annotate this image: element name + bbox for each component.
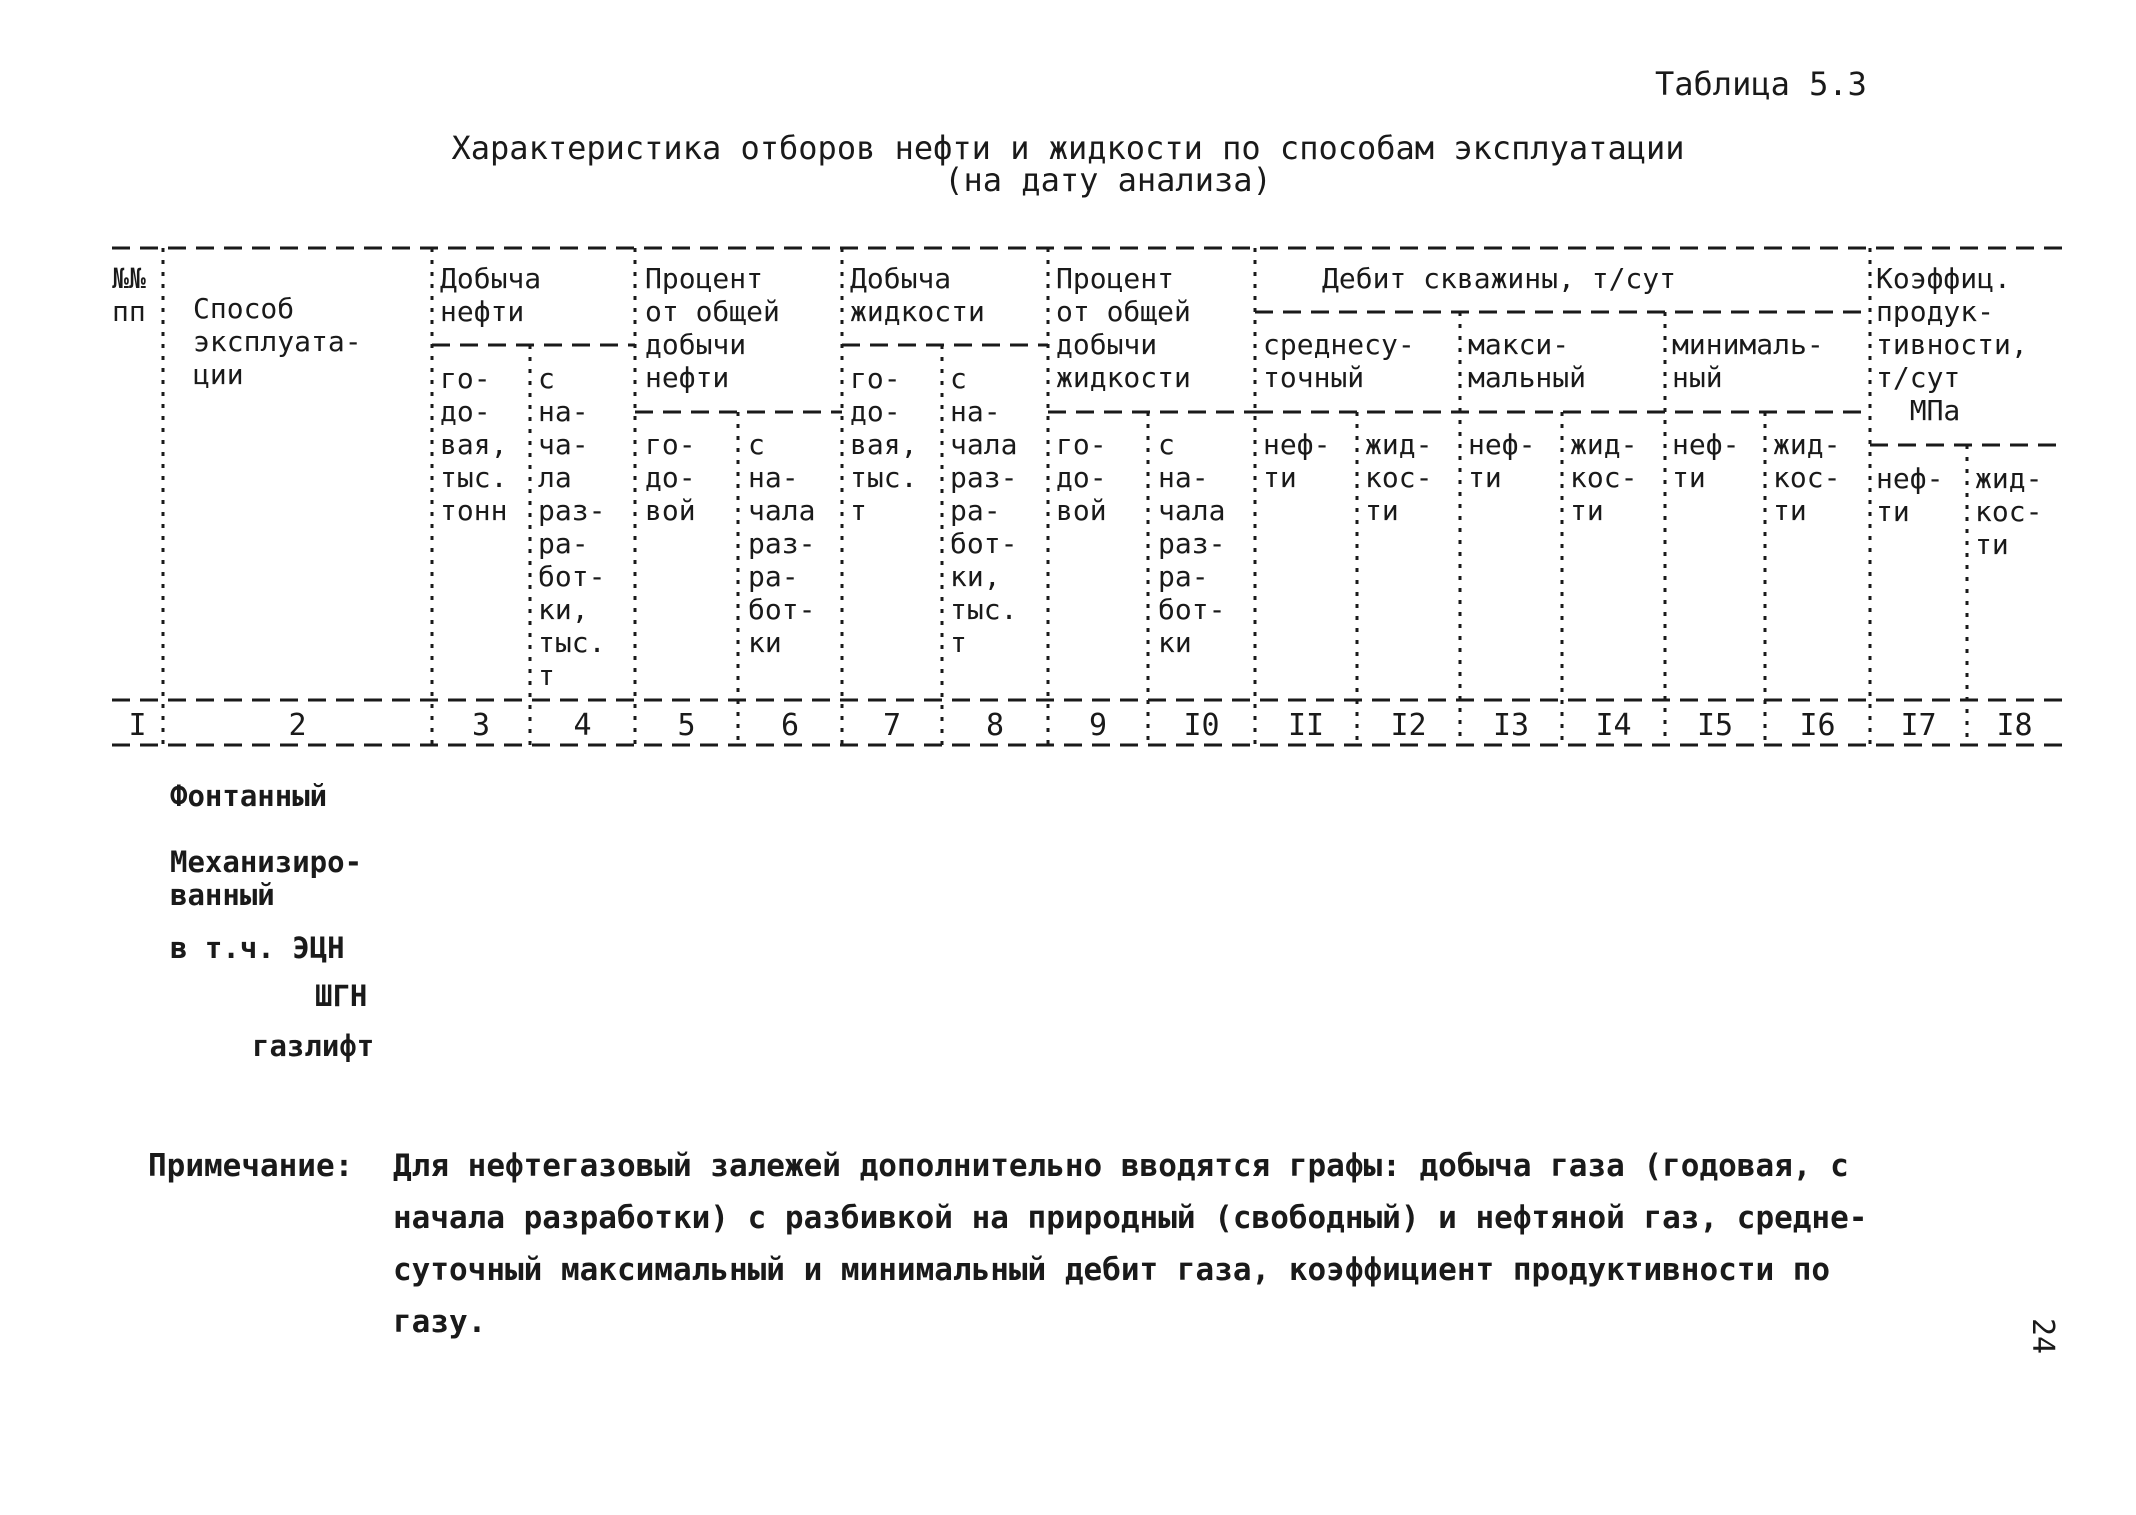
header-oil-production: Добыча нефти — [440, 262, 542, 328]
header-liquid-percent: Процент от общей добычи жидкости — [1056, 262, 1191, 394]
header-col-16: жид- кос- ти — [1773, 428, 1841, 527]
column-number: I6 — [1799, 708, 1836, 743]
header-oil-percent: Процент от общей добычи нефти — [645, 262, 780, 394]
row-label-flowing: Фонтанный — [170, 779, 328, 813]
header-col-3: го- до- вая, тыс. тонн — [440, 362, 508, 527]
column-number: I8 — [1996, 708, 2033, 743]
header-minimum: минималь- ный — [1672, 328, 1824, 394]
header-number: №№ пп — [112, 262, 146, 328]
header-col-7: го- до- вая, тыс. т — [850, 362, 918, 527]
header-col-5: го- до- вой — [645, 428, 696, 527]
column-number: 7 — [882, 708, 902, 743]
column-number: 4 — [573, 708, 592, 743]
footnote-text: Для нефтегазовый залежей дополнительно вводятся графы: добыча газа (годовая, с начала разработки) с разбивкой на природный (свободный) и нефтяной газ, средне- суточный максимальный и минимальный дебит газа, коэффициент продуктивности по газу. — [393, 1148, 1868, 1340]
column-number: I — [128, 708, 147, 743]
header-col-14: жид- кос- ти — [1570, 428, 1638, 527]
header-col-10: с на- чала раз- ра- бот- ки — [1158, 428, 1226, 659]
header-col-8: с на- чала раз- ра- бот- ки, тыс. т — [950, 362, 1018, 659]
column-number: I3 — [1492, 708, 1530, 743]
page-number: 24 — [2025, 1318, 2060, 1355]
header-col-13: неф- ти — [1468, 428, 1536, 494]
header-liquid-production: Добыча жидкости — [850, 262, 985, 328]
column-number: 6 — [780, 708, 800, 743]
column-number: I5 — [1696, 708, 1734, 743]
header-col-12: жид- кос- ти — [1365, 428, 1433, 527]
column-number: 9 — [1088, 708, 1108, 743]
column-number: I7 — [1900, 708, 1937, 743]
column-number: 5 — [677, 708, 696, 743]
header-maximum: макси- мальный — [1468, 328, 1587, 394]
header-col-6: с на- чала раз- ра- бот- ки — [748, 428, 816, 659]
footnote-label: Примечание: — [148, 1148, 354, 1184]
column-number: II — [1287, 708, 1325, 743]
header-col-4: с на- ча- ла раз- ра- бот- ки, тыс. т — [538, 362, 606, 692]
row-label-mechanized: Механизиро- ванный — [170, 845, 363, 912]
header-col-18: жид- кос- ти — [1975, 462, 2043, 561]
row-label-esp: в т.ч. ЭЦН — [170, 931, 345, 965]
table-subtitle: (на дату анализа) — [944, 161, 1272, 199]
table-number: Таблица 5.3 — [1655, 65, 1867, 103]
header-average-daily: среднесу- точный — [1263, 328, 1415, 394]
header-well-rate: Дебит скважины, т/сут — [1322, 262, 1677, 295]
header-method: Способ эксплуата- ции — [193, 292, 362, 391]
header-col-9: го- до- вой — [1056, 428, 1107, 527]
header-col-17: неф- ти — [1876, 462, 1944, 528]
row-label-gaslift: газлифт — [252, 1029, 375, 1063]
header-productivity: Коэффиц. продук- тивности, т/сут МПа — [1876, 262, 2028, 427]
column-number: I4 — [1595, 708, 1632, 743]
column-number: 3 — [471, 708, 491, 743]
row-label-srp: ШГН — [315, 979, 368, 1013]
header-col-15: неф- ти — [1672, 428, 1740, 494]
column-number: 8 — [985, 708, 1005, 743]
column-number: 2 — [288, 708, 307, 743]
table-title: Характеристика отборов нефти и жидкости по способам эксплуатации — [451, 129, 1685, 167]
column-number: I0 — [1183, 708, 1220, 743]
header-col-11: неф- ти — [1263, 428, 1331, 494]
footnote — [148, 1140, 2028, 1340]
column-number: I2 — [1390, 708, 1427, 743]
